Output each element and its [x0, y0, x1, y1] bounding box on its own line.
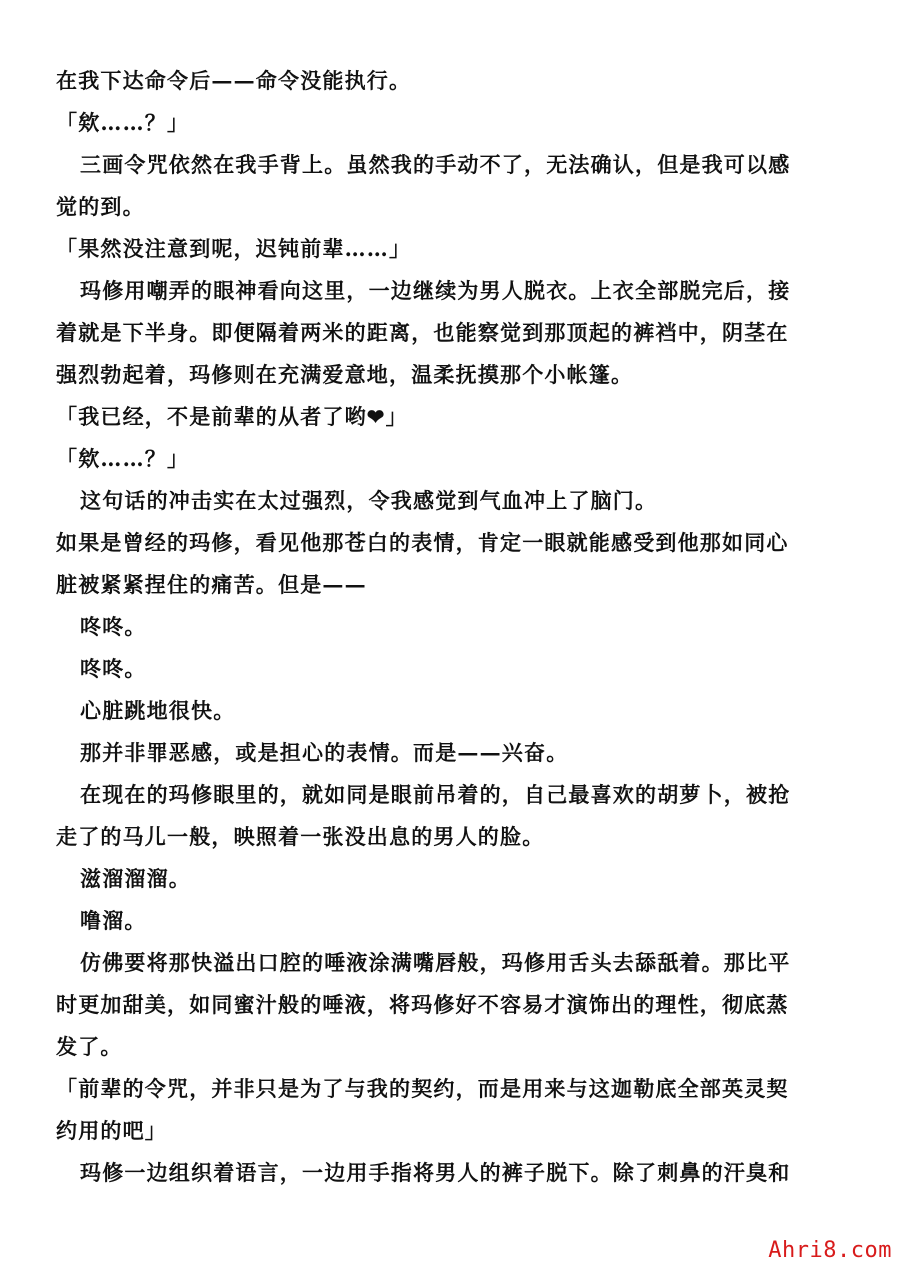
- text-line: 走了的马儿一般，映照着一张没出息的男人的脸。: [56, 824, 545, 849]
- text-line: 觉的到。: [56, 194, 145, 219]
- paragraph: [56, 732, 856, 774]
- text-line: 那并非罪恶感，或是担心的表情。而是——兴奋。: [80, 740, 569, 765]
- text-line: 心脏跳地很快。: [80, 698, 236, 723]
- paragraph: [56, 60, 856, 102]
- text-line: 玛修一边组织着语言，一边用手指将男人的裤子脱下。除了刺鼻的汗臭和: [80, 1160, 791, 1185]
- paragraph: [56, 522, 856, 606]
- paragraph: [56, 774, 856, 858]
- text-line: 玛修用嘲弄的眼神看向这里，一边继续为男人脱衣。上衣全部脱完后，接: [80, 278, 791, 303]
- paragraph: [56, 480, 856, 522]
- text-line: 强烈勃起着，玛修则在充满爱意地，温柔抚摸那个小帐篷。: [56, 362, 634, 387]
- text-line: 仿佛要将那快溢出口腔的唾液涂满嘴唇般，玛修用舌头去舔舐着。那比平: [80, 950, 791, 975]
- dialogue-paragraph: [56, 102, 856, 144]
- text-line: 三画令咒依然在我手背上。虽然我的手动不了，无法确认，但是我可以感: [80, 152, 791, 177]
- text-line: 咚咚。: [80, 656, 147, 681]
- text-line: 在现在的玛修眼里的，就如同是眼前吊着的，自己最喜欢的胡萝卜，被抢: [80, 782, 791, 807]
- text-line: 滋溜溜溜。: [80, 866, 191, 891]
- text-line: 「前辈的令咒，并非只是为了与我的契约，而是用来与这迦勒底全部英灵契: [56, 1076, 789, 1101]
- text-line: 着就是下半身。即便隔着两米的距离，也能察觉到那顶起的裤裆中，阴茎在: [56, 320, 789, 345]
- text-line: 时更加甜美，如同蜜汁般的唾液，将玛修好不容易才演饰出的理性，彻底蒸: [56, 992, 789, 1017]
- paragraph: [56, 858, 856, 900]
- paragraph: [56, 270, 856, 396]
- text-line: 「欸……？」: [56, 110, 190, 135]
- paragraph: [56, 1152, 856, 1194]
- dialogue-paragraph: [56, 228, 856, 270]
- text-line: 噜溜。: [80, 908, 147, 933]
- paragraph: [56, 606, 856, 648]
- text-line: 约用的吧」: [56, 1118, 167, 1143]
- site-watermark: Ahri8.com: [768, 1238, 892, 1263]
- paragraph: [56, 648, 856, 690]
- text-line: 脏被紧紧捏住的痛苦。但是——: [56, 572, 367, 597]
- text-line: 发了。: [56, 1034, 123, 1059]
- paragraph: [56, 690, 856, 732]
- text-line: 如果是曾经的玛修，看见他那苍白的表情，肯定一眼就能感受到他那如同心: [56, 530, 789, 555]
- text-line: 在我下达命令后——命令没能执行。: [56, 68, 412, 93]
- text-line: 咚咚。: [80, 614, 147, 639]
- paragraph: [56, 942, 856, 1068]
- dialogue-paragraph: [56, 438, 856, 480]
- paragraph: [56, 900, 856, 942]
- paragraph: [56, 144, 856, 228]
- text-line: 「果然没注意到呢，迟钝前辈……」: [56, 236, 412, 261]
- text-line: 「我已经，不是前辈的从者了哟❤」: [56, 404, 408, 429]
- document-body: [56, 60, 856, 1194]
- dialogue-paragraph: [56, 1068, 856, 1152]
- text-line: 这句话的冲击实在太过强烈，令我感觉到气血冲上了脑门。: [80, 488, 658, 513]
- text-line: 「欸……？」: [56, 446, 190, 471]
- dialogue-paragraph: [56, 396, 856, 438]
